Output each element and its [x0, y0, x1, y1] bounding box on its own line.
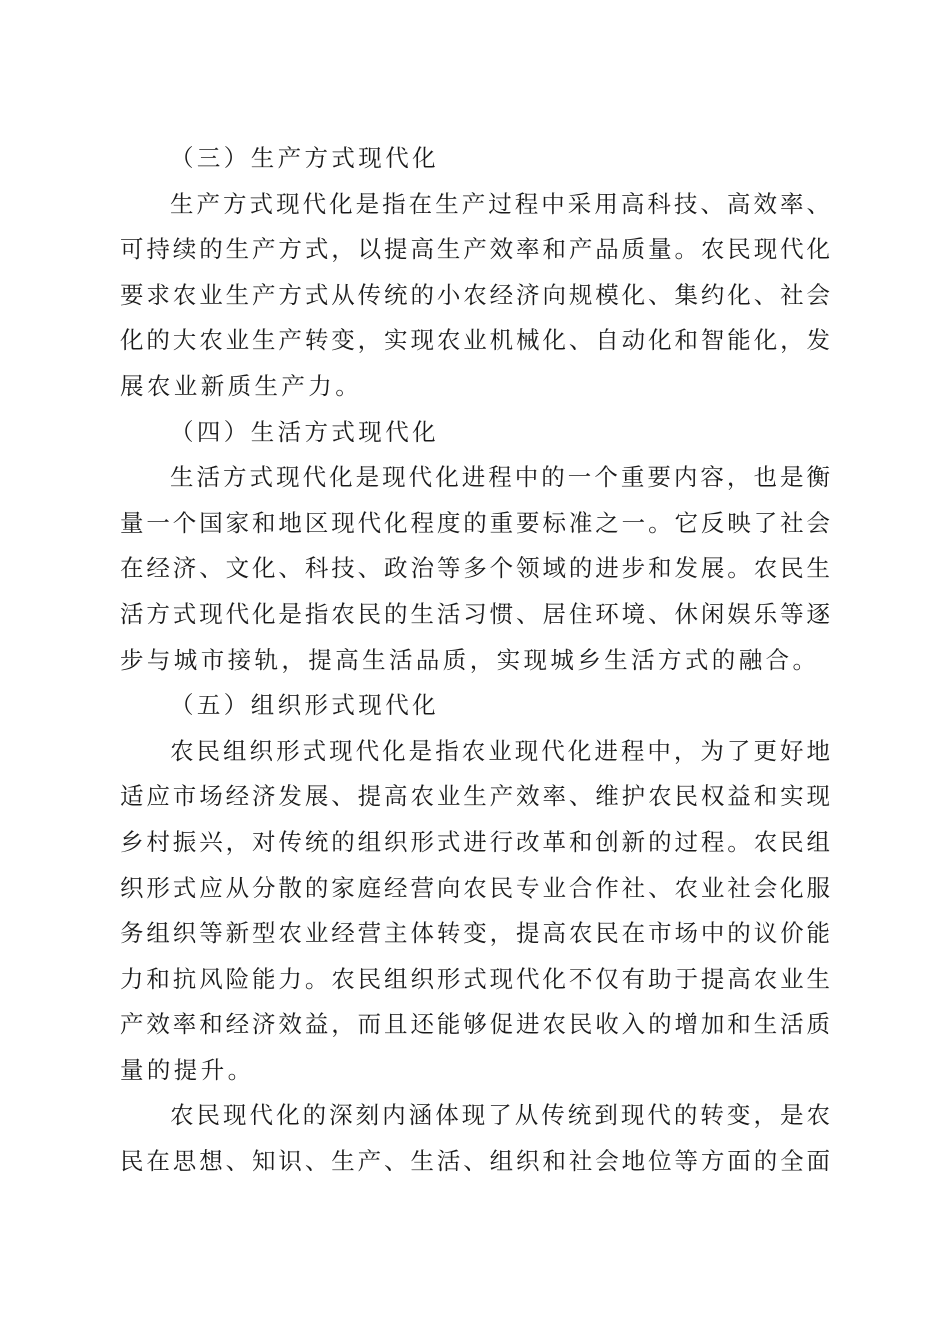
paragraph-line: 务组织等新型农业经营主体转变，提高农民在市场中的议价能	[120, 919, 830, 948]
paragraph-line: 农民组织形式现代化是指农业现代化进程中，为了更好地	[170, 736, 830, 765]
paragraph-line: 化的大农业生产转变，实现农业机械化、自动化和智能化，发	[120, 326, 830, 355]
section-heading: （五）组织形式现代化	[170, 691, 439, 720]
paragraph-line: 在经济、文化、科技、政治等多个领域的进步和发展。农民生	[120, 554, 830, 583]
section-heading: （三）生产方式现代化	[170, 144, 439, 172]
paragraph-line: 展农业新质生产力。	[120, 371, 363, 400]
paragraph-line: 量一个国家和地区现代化程度的重要标准之一。它反映了社会	[120, 508, 830, 537]
paragraph-line: 民在思想、知识、生产、生活、组织和社会地位等方面的全面	[120, 1147, 830, 1176]
paragraph-line: 织形式应从分散的家庭经营向农民专业合作社、农业社会化服	[120, 873, 830, 902]
paragraph-line: 乡村振兴，对传统的组织形式进行改革和创新的过程。农民组	[120, 827, 830, 856]
paragraph-line: 要求农业生产方式从传统的小农经济向规模化、集约化、社会	[120, 280, 830, 309]
paragraph-line: 适应市场经济发展、提高农业生产效率、维护农民权益和实现	[120, 782, 830, 811]
paragraph-line: 活方式现代化是指农民的生活习惯、居住环境、休闲娱乐等逐	[120, 599, 830, 628]
paragraph-line: 力和抗风险能力。农民组织形式现代化不仅有助于提高农业生	[120, 964, 830, 993]
paragraph-line: 生产方式现代化是指在生产过程中采用高科技、高效率、	[170, 189, 830, 218]
paragraph-line: 步与城市接轨，提高生活品质，实现城乡生活方式的融合。	[120, 645, 820, 674]
paragraph-line: 量的提升。	[120, 1055, 255, 1084]
paragraph-line: 可持续的生产方式，以提高生产效率和产品质量。农民现代化	[120, 235, 830, 264]
paragraph-line: 产效率和经济效益，而且还能够促进农民收入的增加和生活质	[120, 1010, 830, 1039]
section-heading: （四）生活方式现代化	[170, 417, 439, 446]
paragraph-line: 农民现代化的深刻内涵体现了从传统到现代的转变，是农	[170, 1101, 830, 1130]
paragraph-line: 生活方式现代化是现代化进程中的一个重要内容，也是衡	[170, 463, 830, 492]
document-body	[120, 136, 830, 1185]
